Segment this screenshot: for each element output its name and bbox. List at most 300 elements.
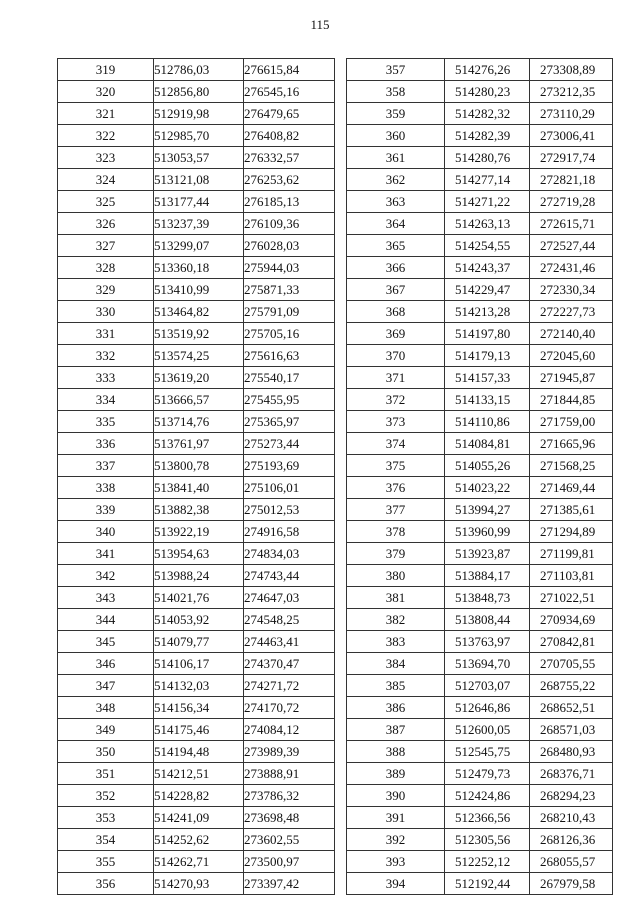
y-coordinate-cell: 275871,33 (244, 279, 335, 301)
table-row (347, 169, 613, 191)
x-coordinate-cell: 513761,97 (154, 433, 244, 455)
point-number-cell: 384 (347, 653, 445, 675)
table-row (347, 257, 613, 279)
y-coordinate-cell: 271103,81 (530, 565, 613, 587)
table-row (347, 807, 613, 829)
table-row (347, 213, 613, 235)
table-row (58, 609, 335, 631)
table-row (58, 565, 335, 587)
x-coordinate-cell: 513922,19 (154, 521, 244, 543)
table-row (58, 873, 335, 895)
point-number-cell: 349 (58, 719, 154, 741)
table-row (347, 323, 613, 345)
table-row (347, 125, 613, 147)
point-number-cell: 361 (347, 147, 445, 169)
point-number-cell: 367 (347, 279, 445, 301)
x-coordinate-cell: 513960,99 (445, 521, 530, 543)
table-body (347, 59, 613, 895)
x-coordinate-cell: 512646,86 (445, 697, 530, 719)
y-coordinate-cell: 273212,35 (530, 81, 613, 103)
y-coordinate-cell: 275193,69 (244, 455, 335, 477)
x-coordinate-cell: 514106,17 (154, 653, 244, 675)
x-coordinate-cell: 512424,86 (445, 785, 530, 807)
table-row (347, 873, 613, 895)
y-coordinate-cell: 275455,95 (244, 389, 335, 411)
table-row (347, 411, 613, 433)
y-coordinate-cell: 275012,53 (244, 499, 335, 521)
table-row (347, 191, 613, 213)
table-row (347, 389, 613, 411)
point-number-cell: 381 (347, 587, 445, 609)
table-row (58, 851, 335, 873)
x-coordinate-cell: 512786,03 (154, 59, 244, 81)
x-coordinate-cell: 513299,07 (154, 235, 244, 257)
x-coordinate-cell: 513694,70 (445, 653, 530, 675)
y-coordinate-cell: 274916,58 (244, 521, 335, 543)
y-coordinate-cell: 272045,60 (530, 345, 613, 367)
point-number-cell: 373 (347, 411, 445, 433)
y-coordinate-cell: 274834,03 (244, 543, 335, 565)
table-row (58, 301, 335, 323)
table-row (58, 257, 335, 279)
table-row (58, 213, 335, 235)
point-number-cell: 346 (58, 653, 154, 675)
point-number-cell: 386 (347, 697, 445, 719)
point-number-cell: 350 (58, 741, 154, 763)
table-row (347, 741, 613, 763)
x-coordinate-cell: 512479,73 (445, 763, 530, 785)
table-row (58, 191, 335, 213)
y-coordinate-cell: 268210,43 (530, 807, 613, 829)
y-coordinate-cell: 274647,03 (244, 587, 335, 609)
table-row (347, 455, 613, 477)
table-row (58, 367, 335, 389)
y-coordinate-cell: 274170,72 (244, 697, 335, 719)
point-number-cell: 328 (58, 257, 154, 279)
x-coordinate-cell: 514055,26 (445, 455, 530, 477)
y-coordinate-cell: 272330,34 (530, 279, 613, 301)
table-row (347, 433, 613, 455)
y-coordinate-cell: 271199,81 (530, 543, 613, 565)
x-coordinate-cell: 514229,47 (445, 279, 530, 301)
x-coordinate-cell: 513882,38 (154, 499, 244, 521)
table-row (58, 323, 335, 345)
x-coordinate-cell: 514194,48 (154, 741, 244, 763)
y-coordinate-cell: 271759,00 (530, 411, 613, 433)
table-row (347, 103, 613, 125)
table-row (58, 389, 335, 411)
table-row (347, 367, 613, 389)
x-coordinate-cell: 514254,55 (445, 235, 530, 257)
x-coordinate-cell: 512985,70 (154, 125, 244, 147)
table-row (347, 477, 613, 499)
y-coordinate-cell: 275540,17 (244, 367, 335, 389)
point-number-cell: 371 (347, 367, 445, 389)
x-coordinate-cell: 514280,23 (445, 81, 530, 103)
y-coordinate-cell: 274271,72 (244, 675, 335, 697)
x-coordinate-cell: 513177,44 (154, 191, 244, 213)
table-row (58, 675, 335, 697)
y-coordinate-cell: 273698,48 (244, 807, 335, 829)
x-coordinate-cell: 513237,39 (154, 213, 244, 235)
y-coordinate-cell: 270934,69 (530, 609, 613, 631)
table-row (347, 59, 613, 81)
x-coordinate-cell: 513800,78 (154, 455, 244, 477)
table-row (347, 279, 613, 301)
point-number-cell: 359 (347, 103, 445, 125)
y-coordinate-cell: 270705,55 (530, 653, 613, 675)
x-coordinate-cell: 514179,13 (445, 345, 530, 367)
x-coordinate-cell: 512192,44 (445, 873, 530, 895)
x-coordinate-cell: 512305,56 (445, 829, 530, 851)
point-number-cell: 387 (347, 719, 445, 741)
point-number-cell: 393 (347, 851, 445, 873)
point-number-cell: 340 (58, 521, 154, 543)
y-coordinate-cell: 268376,71 (530, 763, 613, 785)
table-row (347, 653, 613, 675)
table-row (58, 499, 335, 521)
y-coordinate-cell: 268652,51 (530, 697, 613, 719)
table-row (347, 631, 613, 653)
table-row (58, 653, 335, 675)
x-coordinate-cell: 514021,76 (154, 587, 244, 609)
point-number-cell: 360 (347, 125, 445, 147)
table-row (58, 521, 335, 543)
point-number-cell: 357 (347, 59, 445, 81)
x-coordinate-cell: 514252,62 (154, 829, 244, 851)
point-number-cell: 358 (347, 81, 445, 103)
point-number-cell: 337 (58, 455, 154, 477)
point-number-cell: 363 (347, 191, 445, 213)
y-coordinate-cell: 271022,51 (530, 587, 613, 609)
y-coordinate-cell: 272140,40 (530, 323, 613, 345)
x-coordinate-cell: 513714,76 (154, 411, 244, 433)
y-coordinate-cell: 273602,55 (244, 829, 335, 851)
x-coordinate-cell: 514277,14 (445, 169, 530, 191)
y-coordinate-cell: 272917,74 (530, 147, 613, 169)
point-number-cell: 321 (58, 103, 154, 125)
point-number-cell: 320 (58, 81, 154, 103)
point-number-cell: 336 (58, 433, 154, 455)
y-coordinate-cell: 273888,91 (244, 763, 335, 785)
point-number-cell: 362 (347, 169, 445, 191)
point-number-cell: 385 (347, 675, 445, 697)
x-coordinate-cell: 514282,32 (445, 103, 530, 125)
y-coordinate-cell: 271844,85 (530, 389, 613, 411)
table-row (347, 609, 613, 631)
table-row (58, 433, 335, 455)
table-row (347, 301, 613, 323)
table-row (347, 543, 613, 565)
table-row (58, 59, 335, 81)
x-coordinate-cell: 513360,18 (154, 257, 244, 279)
x-coordinate-cell: 512366,56 (445, 807, 530, 829)
point-number-cell: 379 (347, 543, 445, 565)
x-coordinate-cell: 513841,40 (154, 477, 244, 499)
point-number-cell: 343 (58, 587, 154, 609)
y-coordinate-cell: 268755,22 (530, 675, 613, 697)
point-number-cell: 322 (58, 125, 154, 147)
point-number-cell: 344 (58, 609, 154, 631)
point-number-cell: 380 (347, 565, 445, 587)
y-coordinate-cell: 275106,01 (244, 477, 335, 499)
table-row (347, 499, 613, 521)
y-coordinate-cell: 268571,03 (530, 719, 613, 741)
point-number-cell: 342 (58, 565, 154, 587)
point-number-cell: 383 (347, 631, 445, 653)
point-number-cell: 335 (58, 411, 154, 433)
y-coordinate-cell: 273110,29 (530, 103, 613, 125)
x-coordinate-cell: 513848,73 (445, 587, 530, 609)
x-coordinate-cell: 513763,97 (445, 631, 530, 653)
x-coordinate-cell: 513988,24 (154, 565, 244, 587)
point-number-cell: 364 (347, 213, 445, 235)
x-coordinate-cell: 512919,98 (154, 103, 244, 125)
table-row (347, 829, 613, 851)
x-coordinate-cell: 514213,28 (445, 301, 530, 323)
y-coordinate-cell: 273989,39 (244, 741, 335, 763)
y-coordinate-cell: 274743,44 (244, 565, 335, 587)
y-coordinate-cell: 275365,97 (244, 411, 335, 433)
table-row (58, 279, 335, 301)
point-number-cell: 339 (58, 499, 154, 521)
x-coordinate-cell: 512545,75 (445, 741, 530, 763)
y-coordinate-cell: 268126,36 (530, 829, 613, 851)
y-coordinate-cell: 273308,89 (530, 59, 613, 81)
y-coordinate-cell: 274084,12 (244, 719, 335, 741)
x-coordinate-cell: 514157,33 (445, 367, 530, 389)
x-coordinate-cell: 514271,22 (445, 191, 530, 213)
y-coordinate-cell: 274370,47 (244, 653, 335, 675)
y-coordinate-cell: 275616,63 (244, 345, 335, 367)
point-number-cell: 352 (58, 785, 154, 807)
table-row (58, 103, 335, 125)
x-coordinate-cell: 514175,46 (154, 719, 244, 741)
point-number-cell: 368 (347, 301, 445, 323)
page-number: 115 (310, 17, 330, 32)
table-row (347, 521, 613, 543)
y-coordinate-cell: 276109,36 (244, 213, 335, 235)
table-row (58, 697, 335, 719)
y-coordinate-cell: 275944,03 (244, 257, 335, 279)
point-number-cell: 348 (58, 697, 154, 719)
x-coordinate-cell: 514280,76 (445, 147, 530, 169)
x-coordinate-cell: 513519,92 (154, 323, 244, 345)
x-coordinate-cell: 514023,22 (445, 477, 530, 499)
point-number-cell: 366 (347, 257, 445, 279)
x-coordinate-cell: 512600,05 (445, 719, 530, 741)
x-coordinate-cell: 513464,82 (154, 301, 244, 323)
x-coordinate-cell: 514241,09 (154, 807, 244, 829)
table-row (347, 147, 613, 169)
point-number-cell: 327 (58, 235, 154, 257)
point-number-cell: 389 (347, 763, 445, 785)
y-coordinate-cell: 267979,58 (530, 873, 613, 895)
point-number-cell: 374 (347, 433, 445, 455)
y-coordinate-cell: 272615,71 (530, 213, 613, 235)
point-number-cell: 333 (58, 367, 154, 389)
y-coordinate-cell: 275273,44 (244, 433, 335, 455)
point-number-cell: 392 (347, 829, 445, 851)
x-coordinate-cell: 514228,82 (154, 785, 244, 807)
point-number-cell: 388 (347, 741, 445, 763)
table-row (347, 763, 613, 785)
y-coordinate-cell: 271665,96 (530, 433, 613, 455)
x-coordinate-cell: 513954,63 (154, 543, 244, 565)
y-coordinate-cell: 273786,32 (244, 785, 335, 807)
table-row (58, 147, 335, 169)
y-coordinate-cell: 272527,44 (530, 235, 613, 257)
point-number-cell: 376 (347, 477, 445, 499)
table-row (58, 763, 335, 785)
x-coordinate-cell: 513619,20 (154, 367, 244, 389)
table-row (347, 851, 613, 873)
point-number-cell: 345 (58, 631, 154, 653)
point-number-cell: 372 (347, 389, 445, 411)
point-number-cell: 353 (58, 807, 154, 829)
x-coordinate-cell: 514282,39 (445, 125, 530, 147)
table-row (347, 719, 613, 741)
y-coordinate-cell: 275791,09 (244, 301, 335, 323)
x-coordinate-cell: 514262,71 (154, 851, 244, 873)
table-row (58, 455, 335, 477)
x-coordinate-cell: 514212,51 (154, 763, 244, 785)
y-coordinate-cell: 275705,16 (244, 323, 335, 345)
x-coordinate-cell: 514243,37 (445, 257, 530, 279)
point-number-cell: 326 (58, 213, 154, 235)
point-number-cell: 369 (347, 323, 445, 345)
point-number-cell: 365 (347, 235, 445, 257)
coordinates-table-left (57, 58, 335, 895)
x-coordinate-cell: 514133,15 (445, 389, 530, 411)
x-coordinate-cell: 514197,80 (445, 323, 530, 345)
y-coordinate-cell: 272431,46 (530, 257, 613, 279)
point-number-cell: 323 (58, 147, 154, 169)
table-row (58, 543, 335, 565)
point-number-cell: 324 (58, 169, 154, 191)
table-row (58, 345, 335, 367)
x-coordinate-cell: 513923,87 (445, 543, 530, 565)
point-number-cell: 325 (58, 191, 154, 213)
table-row (58, 807, 335, 829)
y-coordinate-cell: 276028,03 (244, 235, 335, 257)
table-row (58, 741, 335, 763)
y-coordinate-cell: 273500,97 (244, 851, 335, 873)
x-coordinate-cell: 513053,57 (154, 147, 244, 169)
x-coordinate-cell: 513410,99 (154, 279, 244, 301)
coordinates-table-right (346, 58, 613, 895)
y-coordinate-cell: 271945,87 (530, 367, 613, 389)
x-coordinate-cell: 514263,13 (445, 213, 530, 235)
y-coordinate-cell: 272227,73 (530, 301, 613, 323)
table-row (347, 235, 613, 257)
table-row (58, 631, 335, 653)
x-coordinate-cell: 514053,92 (154, 609, 244, 631)
point-number-cell: 375 (347, 455, 445, 477)
table-row (58, 125, 335, 147)
point-number-cell: 334 (58, 389, 154, 411)
point-number-cell: 351 (58, 763, 154, 785)
y-coordinate-cell: 276253,62 (244, 169, 335, 191)
point-number-cell: 329 (58, 279, 154, 301)
point-number-cell: 355 (58, 851, 154, 873)
point-number-cell: 378 (347, 521, 445, 543)
y-coordinate-cell: 268055,57 (530, 851, 613, 873)
y-coordinate-cell: 271469,44 (530, 477, 613, 499)
x-coordinate-cell: 512252,12 (445, 851, 530, 873)
point-number-cell: 338 (58, 477, 154, 499)
point-number-cell: 347 (58, 675, 154, 697)
x-coordinate-cell: 513574,25 (154, 345, 244, 367)
table-body (58, 59, 335, 895)
table-row (58, 785, 335, 807)
table-row (58, 235, 335, 257)
x-coordinate-cell: 513884,17 (445, 565, 530, 587)
table-row (58, 81, 335, 103)
x-coordinate-cell: 514079,77 (154, 631, 244, 653)
point-number-cell: 331 (58, 323, 154, 345)
point-number-cell: 390 (347, 785, 445, 807)
y-coordinate-cell: 276332,57 (244, 147, 335, 169)
table-row (58, 477, 335, 499)
point-number-cell: 391 (347, 807, 445, 829)
point-number-cell: 319 (58, 59, 154, 81)
table-row (58, 411, 335, 433)
y-coordinate-cell: 273397,42 (244, 873, 335, 895)
point-number-cell: 354 (58, 829, 154, 851)
y-coordinate-cell: 276479,65 (244, 103, 335, 125)
y-coordinate-cell: 276408,82 (244, 125, 335, 147)
y-coordinate-cell: 270842,81 (530, 631, 613, 653)
table-row (58, 719, 335, 741)
y-coordinate-cell: 272719,28 (530, 191, 613, 213)
y-coordinate-cell: 268480,93 (530, 741, 613, 763)
point-number-cell: 370 (347, 345, 445, 367)
table-row (58, 829, 335, 851)
y-coordinate-cell: 273006,41 (530, 125, 613, 147)
point-number-cell: 341 (58, 543, 154, 565)
y-coordinate-cell: 276545,16 (244, 81, 335, 103)
y-coordinate-cell: 268294,23 (530, 785, 613, 807)
y-coordinate-cell: 271385,61 (530, 499, 613, 521)
point-number-cell: 377 (347, 499, 445, 521)
y-coordinate-cell: 271294,89 (530, 521, 613, 543)
table-row (347, 587, 613, 609)
y-coordinate-cell: 274463,41 (244, 631, 335, 653)
y-coordinate-cell: 274548,25 (244, 609, 335, 631)
point-number-cell: 394 (347, 873, 445, 895)
table-row (58, 587, 335, 609)
x-coordinate-cell: 514084,81 (445, 433, 530, 455)
y-coordinate-cell: 276615,84 (244, 59, 335, 81)
x-coordinate-cell: 514276,26 (445, 59, 530, 81)
x-coordinate-cell: 513666,57 (154, 389, 244, 411)
point-number-cell: 356 (58, 873, 154, 895)
x-coordinate-cell: 512703,07 (445, 675, 530, 697)
x-coordinate-cell: 514156,34 (154, 697, 244, 719)
table-row (347, 675, 613, 697)
x-coordinate-cell: 513994,27 (445, 499, 530, 521)
table-row (347, 785, 613, 807)
x-coordinate-cell: 512856,80 (154, 81, 244, 103)
point-number-cell: 332 (58, 345, 154, 367)
table-row (347, 565, 613, 587)
x-coordinate-cell: 513808,44 (445, 609, 530, 631)
table-row (347, 345, 613, 367)
x-coordinate-cell: 514270,93 (154, 873, 244, 895)
table-row (347, 81, 613, 103)
y-coordinate-cell: 276185,13 (244, 191, 335, 213)
